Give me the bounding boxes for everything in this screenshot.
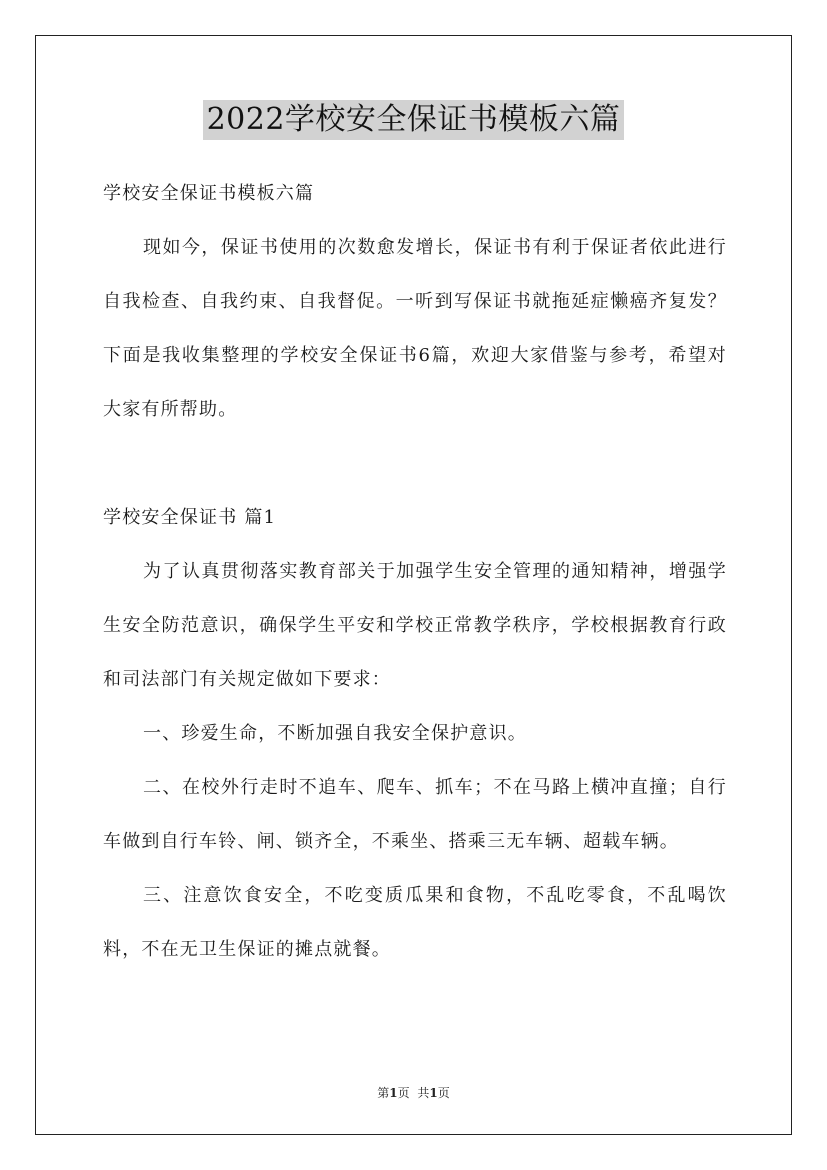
title-container — [0, 100, 827, 140]
page-number: 1 — [389, 1086, 398, 1100]
section-paragraph: 为了认真贯彻落实教育部关于加强学生安全管理的通知精神，增强学生安全防范意识，确保学生平安和学校正常教学秩序，学校根据教育行政和司法部门有关规定做如下要求： — [103, 561, 727, 690]
document-title: 2022学校安全保证书模板六篇 — [203, 100, 625, 140]
page-suffix: 页 — [397, 1086, 410, 1100]
page-prefix: 第 — [377, 1086, 390, 1100]
section-paragraph: 一、珍爱生命，不断加强自我安全保护意识。 — [143, 723, 527, 744]
total-suffix: 页 — [437, 1086, 450, 1100]
paragraph-spacer — [103, 437, 727, 491]
section-paragraph: 二、在校外行走时不追车、爬车、抓车；不在马路上横冲直撞；自行车做到自行车铃、闸、锁齐全，不乘坐、搭乘三无车辆、超载车辆。 — [103, 777, 727, 852]
total-pages: 1 — [429, 1086, 438, 1100]
section-heading: 学校安全保证书 篇1 — [103, 507, 277, 528]
document-body — [103, 167, 727, 977]
page-footer — [0, 1084, 827, 1101]
total-prefix: 共 — [417, 1086, 430, 1100]
intro-paragraph: 现如今，保证书使用的次数愈发增长，保证书有利于保证者依此进行自我检查、自我约束、自我督促。一听到写保证书就拖延症懒癌齐复发？下面是我收集整理的学校安全保证书6篇，欢迎大家借鉴与参考，希望对大家有所帮助。 — [103, 237, 727, 420]
section-paragraph: 三、注意饮食安全，不吃变质瓜果和食物，不乱吃零食，不乱喝饮料，不在无卫生保证的摊点就餐。 — [103, 885, 727, 960]
document-subtitle: 学校安全保证书模板六篇 — [103, 183, 315, 204]
